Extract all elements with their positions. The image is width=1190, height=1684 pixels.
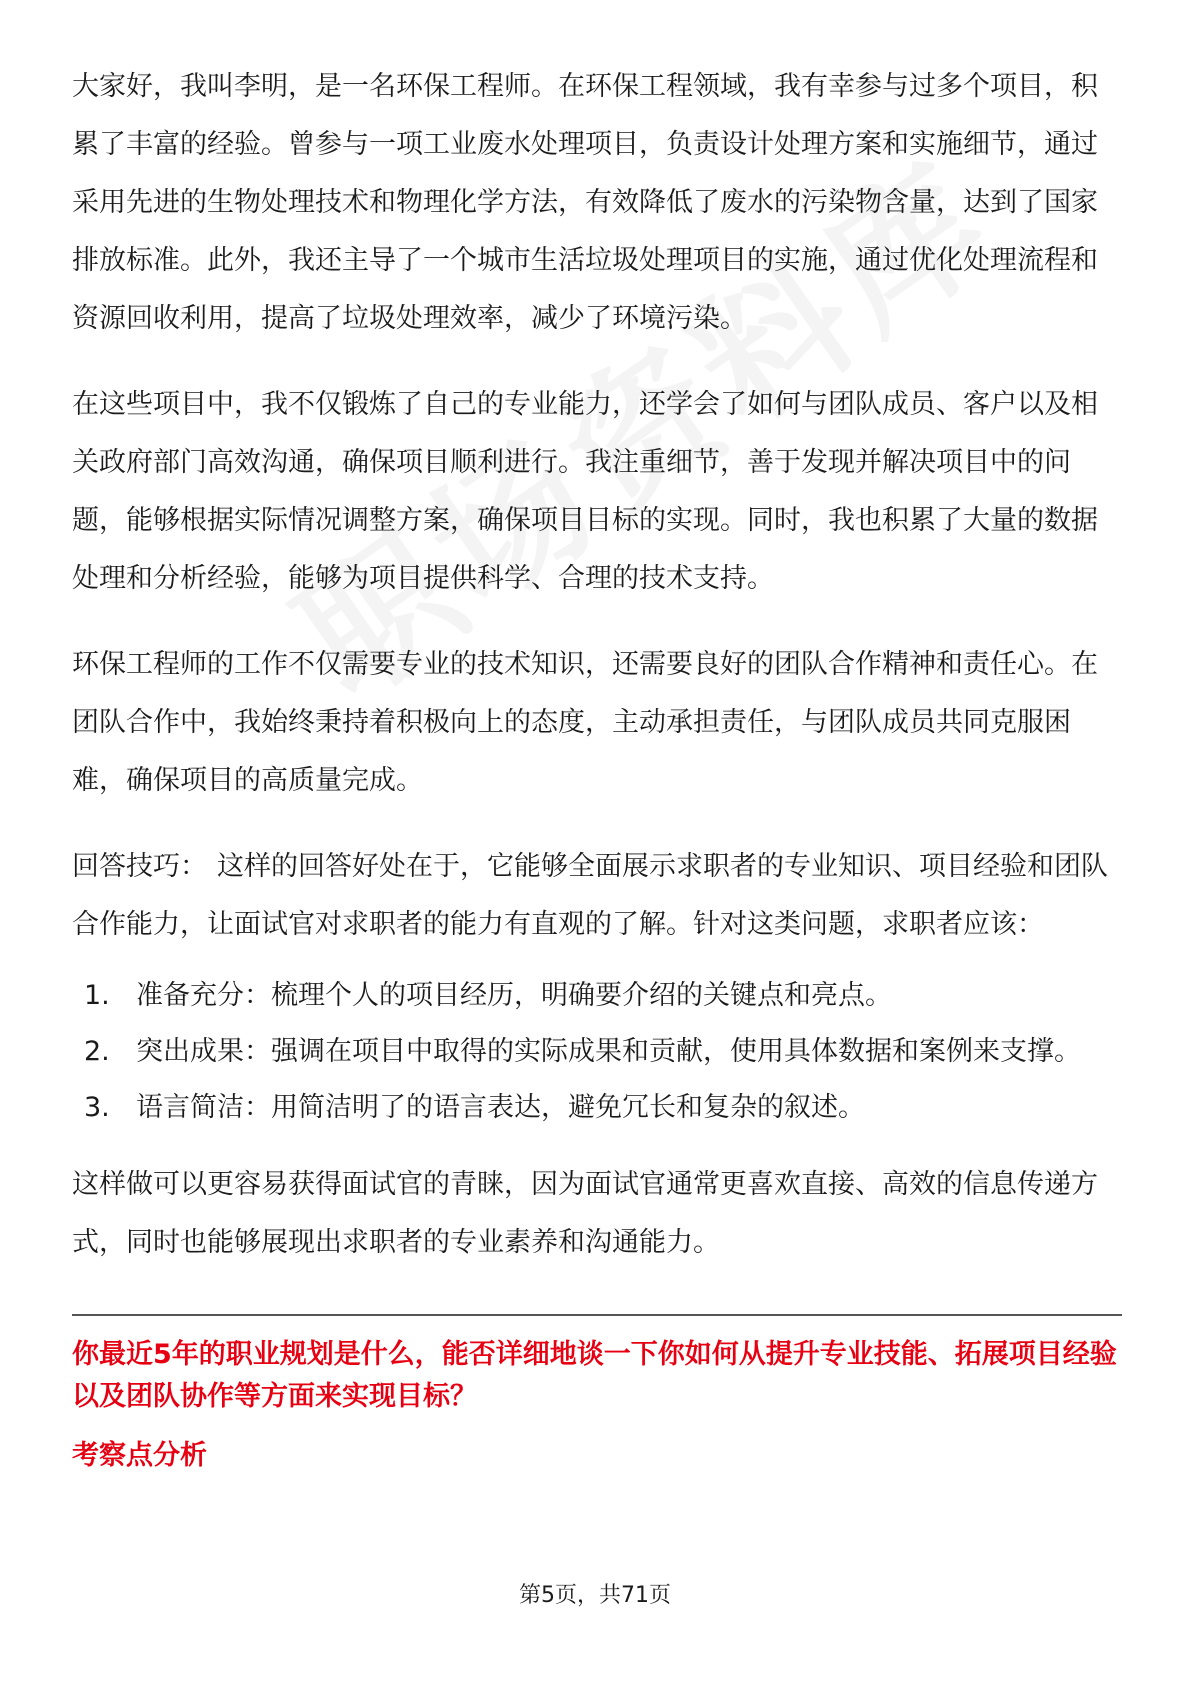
paragraph-skills: 在这些项目中，我不仅锻炼了自己的专业能力，还学会了如何与团队成员、客户以及相关政府部门高效沟通，确保项目顺利进行。我注重细节，善于发现并解决项目中的问题，能够根据实际情况调整方案，确保项目目标的实现。同时，我也积累了大量的数据处理和分析经验，能够为项目提供科学、合理的技术支持。	[72, 389, 1098, 594]
list-item-text: 语言简洁：用简洁明了的语言表达，避免冗长和复杂的叙述。	[136, 1092, 865, 1123]
list-item	[84, 968, 1122, 1024]
list-item-number: 1.	[84, 980, 110, 1011]
tips-list	[72, 968, 1122, 1136]
list-item-text: 准备充分：梳理个人的项目经历，明确要介绍的关键点和亮点。	[136, 980, 892, 1011]
document-body	[72, 58, 1122, 1476]
paragraph-teamwork: 环保工程师的工作不仅需要专业的技术知识，还需要良好的团队合作精神和责任心。在团队合作中，我始终秉持着积极向上的态度，主动承担责任，与团队成员共同克服困难，确保项目的高质量完成。	[72, 649, 1098, 796]
answer-tips-text: 这样的回答好处在于，它能够全面展示求职者的专业知识、项目经验和团队合作能力，让面试官对求职者的能力有直观的了解。针对这类问题，求职者应该：	[72, 851, 1108, 940]
list-item-number: 3.	[84, 1092, 110, 1123]
list-item-number: 2.	[84, 1036, 110, 1067]
answer-tips	[72, 838, 1122, 954]
paragraph-closing: 这样做可以更容易获得面试官的青睐，因为面试官通常更喜欢直接、高效的信息传递方式，同时也能够展现出求职者的专业素养和沟通能力。	[72, 1169, 1098, 1258]
list-item	[84, 1024, 1122, 1080]
interview-question: 你最近5年的职业规划是什么，能否详细地谈一下你如何从提升专业技能、拓展项目经验以及团队协作等方面来实现目标？	[72, 1339, 1117, 1412]
page-footer: 第5页，共71页	[519, 1583, 671, 1608]
list-item	[84, 1080, 1122, 1136]
section-divider	[72, 1314, 1122, 1316]
paragraph-intro: 大家好，我叫李明，是一名环保工程师。在环保工程领域，我有幸参与过多个项目，积累了丰富的经验。曾参与一项工业废水处理项目，负责设计处理方案和实施细节，通过采用先进的生物处理技术和物理化学方法，有效降低了废水的污染物含量，达到了国家排放标准。此外，我还主导了一个城市生活垃圾处理项目的实施，通过优化处理流程和资源回收利用，提高了垃圾处理效率，减少了环境污染。	[72, 71, 1098, 334]
answer-tips-label: 回答技巧：	[72, 851, 207, 882]
section-heading: 考察点分析	[72, 1440, 207, 1471]
list-item-text: 突出成果：强调在项目中取得的实际成果和贡献，使用具体数据和案例来支撑。	[136, 1036, 1081, 1067]
